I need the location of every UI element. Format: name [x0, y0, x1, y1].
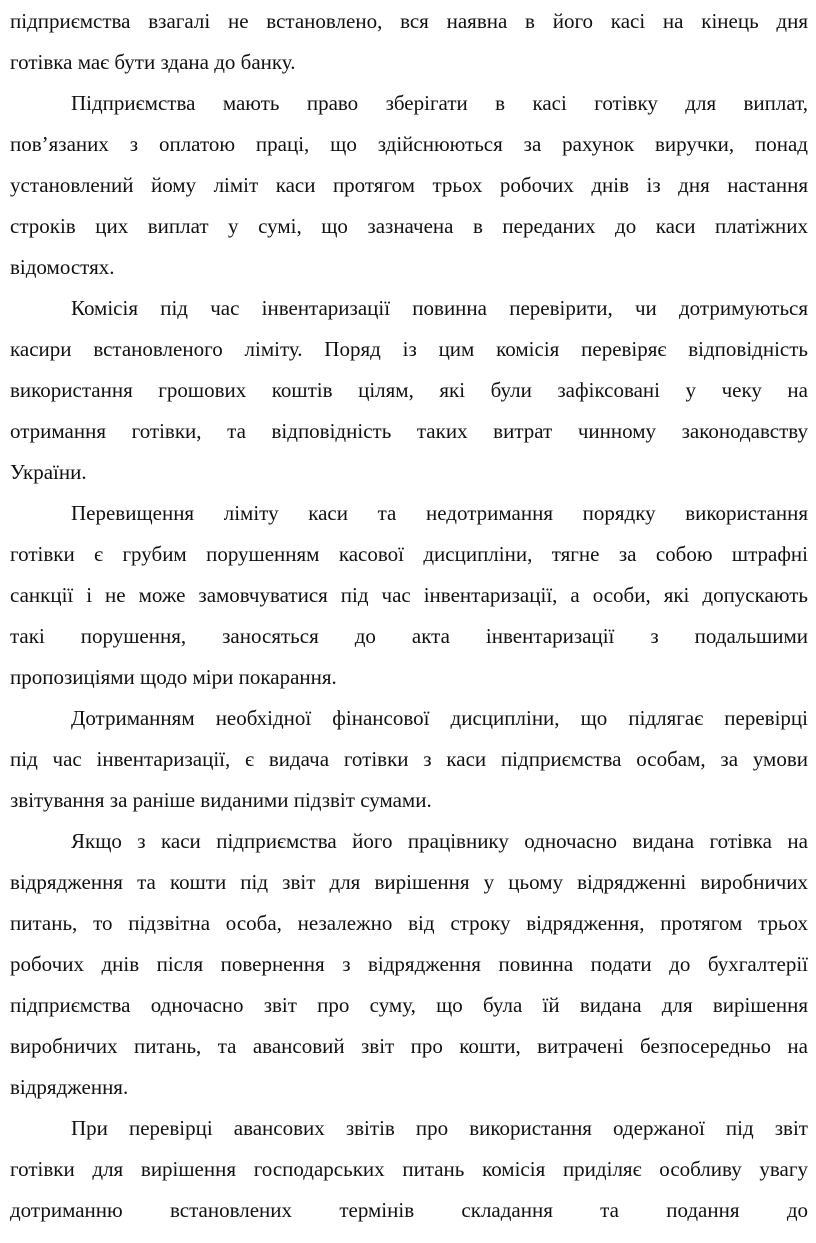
text-line: звітування за раніше виданими підзвіт сумами. — [10, 788, 432, 812]
text-line: виробничих питань, та авансовий звіт про кошти, витрачені безпосередньо на — [10, 1034, 808, 1058]
text-line: робочих днів після повернення з відрядження повинна подати до бухгалтерії — [10, 952, 808, 976]
text-line: строків цих виплат у сумі, що зазначена в переданих до каси платіжних — [10, 214, 808, 238]
text-line: готівки є грубим порушенням касової дисципліни, тягне за собою штрафні — [10, 542, 808, 566]
text-line: дотриманню встановлених термінів складання та подання до — [10, 1198, 808, 1222]
text-line: санкції і не може замовчуватися під час інвентаризації, а особи, які допускають — [10, 583, 808, 607]
text-line: підприємства взагалі не встановлено, вся наявна в його касі на кінець дня — [10, 9, 808, 33]
text-line: підприємства одночасно звіт про суму, що була їй видана для вирішення — [10, 993, 808, 1017]
paragraph-first-line: Підприємства мають право зберігати в касі готівку для виплат, — [71, 91, 808, 115]
text-line: установлений йому ліміт каси протягом трьох робочих днів із дня настання — [10, 173, 808, 197]
text-line: готівка має бути здана до банку. — [10, 50, 296, 74]
text-line: пов’язаних з оплатою праці, що здійснюються за рахунок виручки, понад — [10, 132, 808, 156]
text-line: такі порушення, заносяться до акта інвентаризації з подальшими — [10, 624, 808, 648]
text-line: відрядження. — [10, 1075, 129, 1099]
text-line: готівки для вирішення господарських питань комісія приділяє особливу увагу — [10, 1157, 808, 1181]
text-line: відрядження та кошти під звіт для вирішення у цьому відрядженні виробничих — [10, 870, 808, 894]
text-line: під час інвентаризації, є видача готівки з каси підприємства особам, за умови — [10, 747, 808, 771]
text-line: питань, то підзвітна особа, незалежно від строку відрядження, протягом трьох — [10, 911, 808, 935]
paragraph-first-line: Комісія під час інвентаризації повинна перевірити, чи дотримуються — [71, 296, 808, 320]
text-line: використання грошових коштів цілям, які були зафіксовані у чеку на — [10, 378, 808, 402]
paragraph-first-line: Дотриманням необхідної фінансової дисципліни, що підлягає перевірці — [71, 706, 808, 730]
text-line: отримання готівки, та відповідність таких витрат чинному законодавству — [10, 419, 808, 443]
text-line: касири встановленого ліміту. Поряд із цим комісія перевіряє відповідність — [10, 337, 808, 361]
paragraph-first-line: Якщо з каси підприємства його працівнику одночасно видана готівка на — [71, 829, 808, 853]
text-line: України. — [10, 460, 87, 484]
paragraph-first-line: Перевищення ліміту каси та недотримання порядку використання — [71, 501, 808, 525]
paragraph-first-line: При перевірці авансових звітів про використання одержаної під звіт — [71, 1116, 808, 1140]
text-line: відомостях. — [10, 255, 115, 279]
text-line: пропозиціями щодо міри покарання. — [10, 665, 337, 689]
